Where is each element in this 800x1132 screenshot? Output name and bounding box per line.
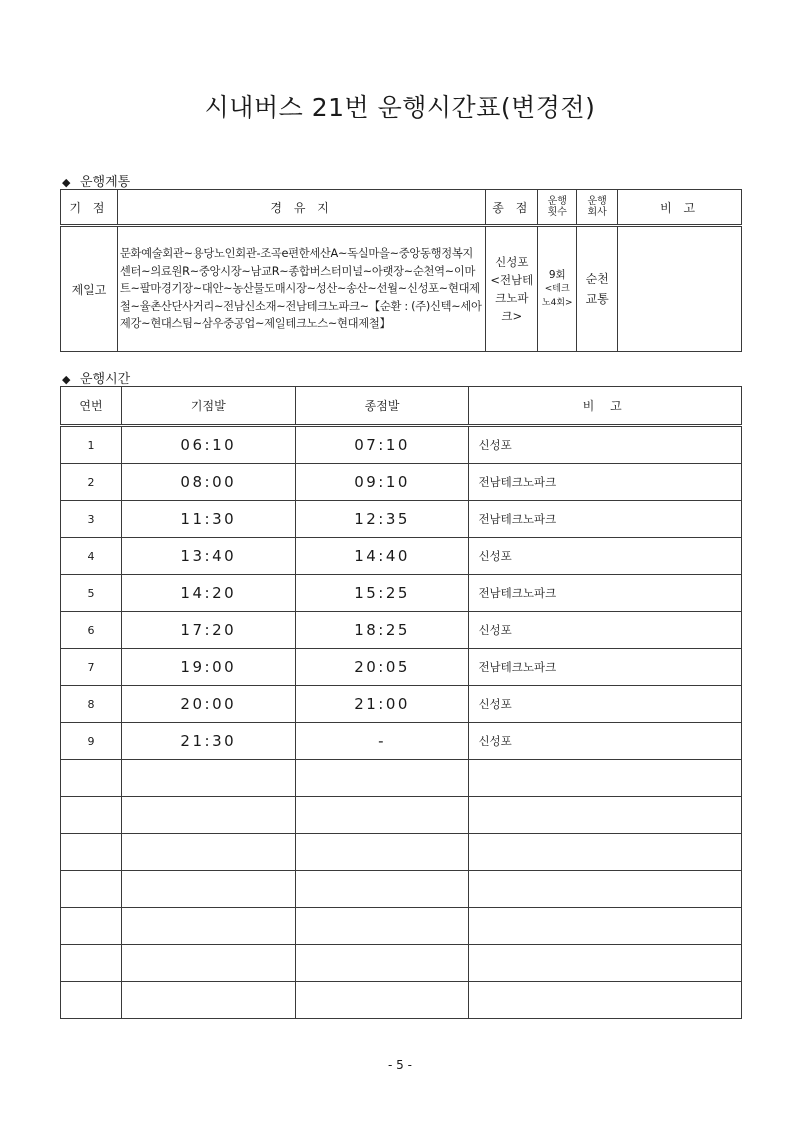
departure-start-time <box>121 945 295 982</box>
table-row <box>61 464 742 501</box>
table-row <box>61 723 742 760</box>
departure-start-time: 14:20 <box>121 575 295 612</box>
departure-start-time: 19:00 <box>121 649 295 686</box>
schedule-table <box>60 386 742 1019</box>
row-number <box>61 945 122 982</box>
table-row <box>61 982 742 1019</box>
row-number <box>61 982 122 1019</box>
departure-end-time <box>295 760 469 797</box>
row-note <box>469 908 742 945</box>
departure-end-time <box>295 982 469 1019</box>
departure-start-time <box>121 797 295 834</box>
row-number: 4 <box>61 538 122 575</box>
row-note <box>469 760 742 797</box>
departure-end-time: 09:10 <box>295 464 469 501</box>
row-number: 8 <box>61 686 122 723</box>
row-note: 신성포 <box>469 538 742 575</box>
schedule-section-heading <box>62 368 130 387</box>
row-note: 신성포 <box>469 612 742 649</box>
table-row <box>61 834 742 871</box>
table-row <box>61 538 742 575</box>
route-section-label: 운행계통 <box>80 175 131 190</box>
header-depart-end: 종점발 <box>295 387 469 426</box>
route-table-header <box>61 190 742 226</box>
departure-end-time: 12:35 <box>295 501 469 538</box>
header-start: 기 점 <box>61 190 118 226</box>
page-number: - 5 - <box>388 1058 412 1072</box>
departure-start-time <box>121 760 295 797</box>
table-row <box>61 426 742 464</box>
row-note: 신성포 <box>469 723 742 760</box>
row-number: 1 <box>61 426 122 464</box>
table-row <box>61 908 742 945</box>
route-count-sub: <테크 노4회> <box>541 284 573 308</box>
departure-end-time: 07:10 <box>295 426 469 464</box>
departure-end-time: 20:05 <box>295 649 469 686</box>
row-number <box>61 797 122 834</box>
table-row <box>61 760 742 797</box>
diamond-bullet-icon: ◆ <box>62 373 71 386</box>
page-title: 시내버스 21번 운행시간표(변경전) <box>204 93 596 122</box>
row-number: 6 <box>61 612 122 649</box>
route-via: 문화예술회관~용당노인회관-조곡e편한세산A~독실마을~중앙동행정복지센터~의료원R~중앙시장~남교R~종합버스터미널~아랫장~순천역~이마트~팔마경기장~대안~농산물도매시장~성산~송산~선월~신성포~현대제철~율촌산단사거리~전남신소재~전남테크노파크~【순환 : (주)신텍~세아제강~현대스팀~삼우중공업~제일테크노스~현대제철】 <box>117 226 485 352</box>
row-number: 5 <box>61 575 122 612</box>
row-note <box>469 945 742 982</box>
row-note <box>469 834 742 871</box>
row-note: 신성포 <box>469 686 742 723</box>
route-end: 신성포 <전남테 크노파 크> <box>486 226 538 352</box>
departure-end-time <box>295 834 469 871</box>
departure-start-time: 13:40 <box>121 538 295 575</box>
departure-start-time: 20:00 <box>121 686 295 723</box>
route-count <box>538 226 577 352</box>
departure-start-time: 21:30 <box>121 723 295 760</box>
table-row <box>61 945 742 982</box>
departure-end-time: 18:25 <box>295 612 469 649</box>
header-count: 운행 횟수 <box>538 190 577 226</box>
departure-start-time <box>121 982 295 1019</box>
route-table <box>60 189 742 352</box>
table-row <box>61 686 742 723</box>
route-company: 순천 교통 <box>577 226 618 352</box>
row-number <box>61 760 122 797</box>
row-note <box>469 797 742 834</box>
route-count-main: 9회 <box>548 269 566 281</box>
row-number: 7 <box>61 649 122 686</box>
header-schedule-note: 비 고 <box>469 387 742 426</box>
row-number: 2 <box>61 464 122 501</box>
table-row <box>61 501 742 538</box>
row-number <box>61 908 122 945</box>
route-section-heading <box>62 171 130 190</box>
departure-start-time: 08:00 <box>121 464 295 501</box>
departure-end-time <box>295 871 469 908</box>
table-row <box>61 612 742 649</box>
route-note <box>618 226 742 352</box>
row-note: 전남테크노파크 <box>469 501 742 538</box>
departure-end-time <box>295 797 469 834</box>
row-number: 9 <box>61 723 122 760</box>
header-end: 종 점 <box>486 190 538 226</box>
row-number <box>61 834 122 871</box>
row-note: 전남테크노파크 <box>469 575 742 612</box>
row-note: 전남테크노파크 <box>469 464 742 501</box>
departure-start-time <box>121 871 295 908</box>
route-row <box>61 226 742 352</box>
row-note <box>469 871 742 908</box>
header-note: 비 고 <box>618 190 742 226</box>
table-row <box>61 649 742 686</box>
row-note <box>469 982 742 1019</box>
schedule-section-label: 운행시간 <box>80 372 131 387</box>
departure-end-time: 15:25 <box>295 575 469 612</box>
departure-end-time: 14:40 <box>295 538 469 575</box>
schedule-table-header <box>61 387 742 426</box>
row-note: 전남테크노파크 <box>469 649 742 686</box>
departure-start-time <box>121 834 295 871</box>
departure-end-time: - <box>295 723 469 760</box>
row-number <box>61 871 122 908</box>
departure-start-time: 17:20 <box>121 612 295 649</box>
row-note: 신성포 <box>469 426 742 464</box>
header-via: 경 유 지 <box>117 190 485 226</box>
departure-start-time <box>121 908 295 945</box>
table-row <box>61 797 742 834</box>
departure-end-time: 21:00 <box>295 686 469 723</box>
departure-end-time <box>295 908 469 945</box>
table-row <box>61 871 742 908</box>
departure-start-time: 11:30 <box>121 501 295 538</box>
table-row <box>61 575 742 612</box>
departure-start-time: 06:10 <box>121 426 295 464</box>
header-company: 운행 회사 <box>577 190 618 226</box>
route-start: 제일고 <box>61 226 118 352</box>
header-depart-start: 기점발 <box>121 387 295 426</box>
header-num: 연번 <box>61 387 122 426</box>
diamond-bullet-icon: ◆ <box>62 176 71 189</box>
row-number: 3 <box>61 501 122 538</box>
departure-end-time <box>295 945 469 982</box>
